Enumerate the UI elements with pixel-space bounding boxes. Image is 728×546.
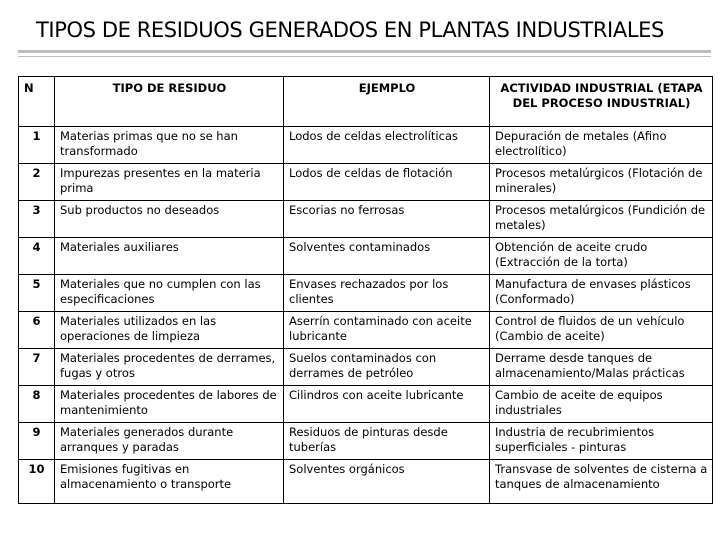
table-row — [19, 423, 713, 460]
cell-actividad: Depuración de metales (Afino electrolítico) — [490, 127, 713, 164]
table-row — [19, 164, 713, 201]
cell-tipo: Materiales procedentes de derrames, fugas y otros — [55, 349, 284, 386]
cell-ejemplo: Lodos de celdas electrolíticas — [284, 127, 490, 164]
cell-tipo: Materiales generados durante arranques y paradas — [55, 423, 284, 460]
row-number: 8 — [19, 386, 55, 423]
row-number: 4 — [19, 238, 55, 275]
cell-actividad: Industria de recubrimientos superficiales - pinturas — [490, 423, 713, 460]
row-number: 1 — [19, 127, 55, 164]
table-row — [19, 386, 713, 423]
row-number: 2 — [19, 164, 55, 201]
row-number: 5 — [19, 275, 55, 312]
cell-tipo: Materiales utilizados en las operaciones de limpieza — [55, 312, 284, 349]
cell-ejemplo: Lodos de celdas de flotación — [284, 164, 490, 201]
header-n: N — [19, 77, 55, 127]
cell-ejemplo: Envases rechazados por los clientes — [284, 275, 490, 312]
title-underline-thin — [18, 56, 711, 57]
cell-ejemplo: Solventes contaminados — [284, 238, 490, 275]
cell-actividad: Control de fluidos de un vehículo (Cambio de aceite) — [490, 312, 713, 349]
cell-tipo: Sub productos no deseados — [55, 201, 284, 238]
cell-tipo: Materiales que no cumplen con las especificaciones — [55, 275, 284, 312]
cell-ejemplo: Solventes orgánicos — [284, 460, 490, 504]
cell-ejemplo: Escorias no ferrosas — [284, 201, 490, 238]
row-number: 6 — [19, 312, 55, 349]
page-title: TIPOS DE RESIDUOS GENERADOS EN PLANTAS INDUSTRIALES — [36, 18, 664, 42]
row-number: 10 — [19, 460, 55, 504]
table-row — [19, 238, 713, 275]
title-underline-thick — [18, 50, 711, 53]
header-actividad-industrial: ACTIVIDAD INDUSTRIAL (ETAPA DEL PROCESO INDUSTRIAL) — [490, 77, 713, 127]
header-tipo-residuo: TIPO DE RESIDUO — [55, 77, 284, 127]
cell-tipo: Materiales auxiliares — [55, 238, 284, 275]
header-ejemplo: EJEMPLO — [284, 77, 490, 127]
table-row — [19, 460, 713, 504]
cell-tipo: Emisiones fugitivas en almacenamiento o transporte — [55, 460, 284, 504]
cell-actividad: Procesos metalúrgicos (Flotación de minerales) — [490, 164, 713, 201]
table-row — [19, 312, 713, 349]
cell-actividad: Cambio de aceite de equipos industriales — [490, 386, 713, 423]
cell-actividad: Procesos metalúrgicos (Fundición de metales) — [490, 201, 713, 238]
cell-actividad: Manufactura de envases plásticos (Conformado) — [490, 275, 713, 312]
waste-types-table — [18, 76, 713, 504]
cell-actividad: Transvase de solventes de cisterna a tanques de almacenamiento — [490, 460, 713, 504]
table-row — [19, 127, 713, 164]
cell-ejemplo: Residuos de pinturas desde tuberías — [284, 423, 490, 460]
table-row — [19, 275, 713, 312]
row-number: 9 — [19, 423, 55, 460]
cell-actividad: Obtención de aceite crudo (Extracción de la torta) — [490, 238, 713, 275]
table-row — [19, 201, 713, 238]
cell-ejemplo: Suelos contaminados con derrames de petróleo — [284, 349, 490, 386]
cell-tipo: Materiales procedentes de labores de mantenimiento — [55, 386, 284, 423]
row-number: 3 — [19, 201, 55, 238]
cell-ejemplo: Cilindros con aceite lubricante — [284, 386, 490, 423]
table-row — [19, 349, 713, 386]
cell-tipo: Materias primas que no se han transformado — [55, 127, 284, 164]
cell-tipo: Impurezas presentes en la materia prima — [55, 164, 284, 201]
table-header-row — [19, 77, 713, 127]
row-number: 7 — [19, 349, 55, 386]
cell-ejemplo: Aserrín contaminado con aceite lubricante — [284, 312, 490, 349]
cell-actividad: Derrame desde tanques de almacenamiento/Malas prácticas — [490, 349, 713, 386]
